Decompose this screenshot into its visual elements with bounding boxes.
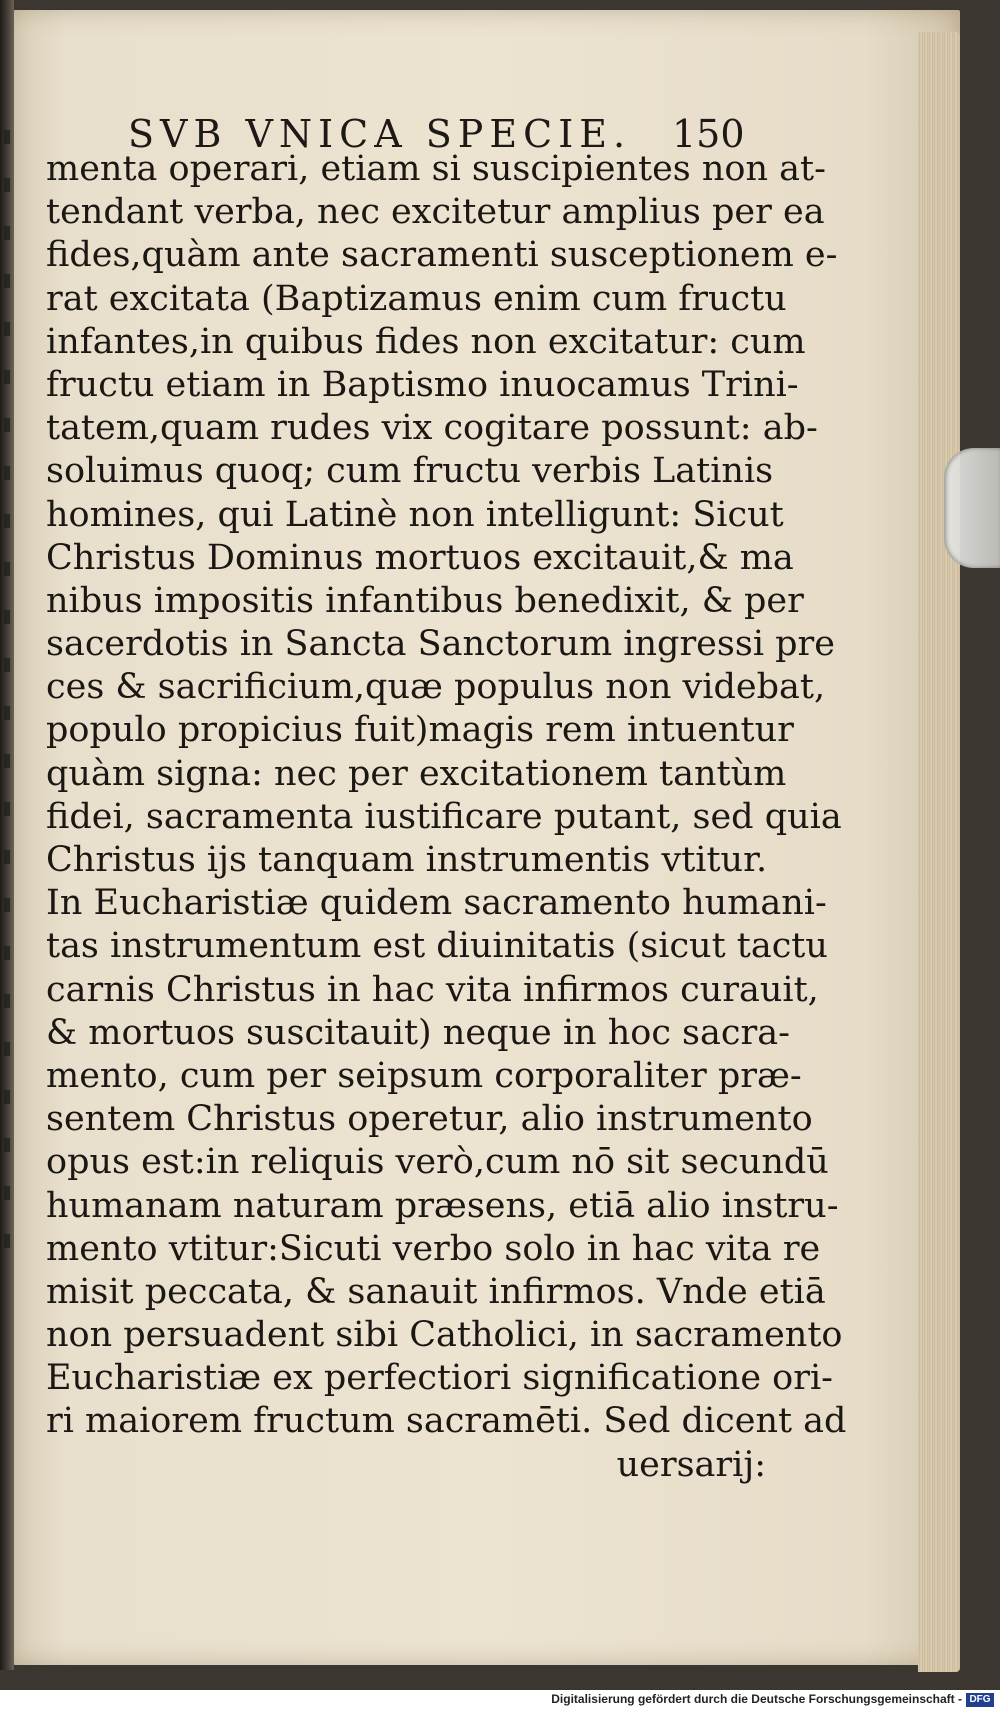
text-line: soluimus quoq; cum fructu verbis Latinis: [46, 451, 774, 492]
text-line: tatem,quam rudes vix cogitare possunt: ab-: [46, 408, 818, 449]
footer-credit: Digitalisierung gefördert durch die Deutsche Forschungsgemeinschaft -: [551, 1692, 962, 1706]
text-line: populo propicius fuit)magis rem intuentur: [46, 710, 794, 751]
text-line: Christus Dominus mortuos excitauit,& ma: [46, 537, 794, 578]
text-line: quàm signa: nec per excitationem tantùm: [46, 753, 787, 794]
page-clip: [944, 448, 1000, 568]
page-number: 150: [672, 112, 745, 156]
text-line: sacerdotis in Sancta Sanctorum ingressi pre: [46, 624, 835, 665]
gutter-marks: [0, 130, 14, 1430]
text-line: tendant verba, nec excitetur amplius per ea: [46, 192, 825, 233]
text-line: carnis Christus in hac vita infirmos curauit,: [46, 969, 819, 1010]
text-line: mento, cum per seipsum corporaliter præ-: [46, 1055, 802, 1096]
catchword: uersarij:: [616, 1444, 766, 1485]
text-line: humanam naturam præsens, etiā alio instru-: [46, 1185, 839, 1226]
text-line: mento vtitur:Sicuti verbo solo in hac vita re: [46, 1228, 821, 1269]
text-line: & mortuos suscitauit) neque in hoc sacra-: [46, 1012, 790, 1053]
text-line: fides,quàm ante sacramenti susceptionem e-: [46, 235, 838, 276]
text-line: rat excitata (Baptizamus enim cum fructu: [46, 278, 787, 319]
text-line: misit peccata, & sanauit infirmos. Vnde etiā: [46, 1271, 826, 1312]
text-line: sentem Christus operetur, alio instrumento: [46, 1099, 813, 1140]
text-line: non persuadent sibi Catholici, in sacramento: [46, 1315, 843, 1356]
page-edges: [918, 32, 960, 1672]
text-line: Christus ijs tanquam instrumentis vtitur.: [46, 840, 768, 880]
text-line: tas instrumentum est diuinitatis (sicut tactu: [46, 926, 828, 967]
text-line: fidei, sacramenta iustificare putant, sed quia: [46, 796, 842, 837]
text-line: opus est:in reliquis verò,cum nō sit secundū: [46, 1142, 829, 1183]
running-title: SVB VNICA SPECIE.: [128, 112, 632, 156]
text-line: menta operari, etiam si suscipientes non at-: [46, 149, 826, 189]
text-line: ri maiorem fructum sacramēti. Sed dicent ad: [46, 1401, 847, 1442]
text-line: nibus impositis infantibus benedixit, & per: [46, 580, 804, 621]
text-line: Eucharistiæ ex perfectiori significatione ori-: [46, 1358, 833, 1399]
dfg-logo: DFG: [966, 1693, 994, 1707]
text-line: fructu etiam in Baptismo inuocamus Trini-: [46, 364, 799, 405]
text-line: ces & sacrificium,quæ populus non videbat,: [46, 667, 826, 708]
body-text: [46, 148, 847, 1487]
text-line: infantes,in quibus fides non excitatur: cum: [46, 321, 806, 362]
footer-bar: [0, 1690, 1000, 1711]
text-line: homines, qui Latinè non intelligunt: Sicut: [46, 494, 784, 535]
text-line: In Eucharistiæ quidem sacramento humani-: [46, 883, 827, 924]
